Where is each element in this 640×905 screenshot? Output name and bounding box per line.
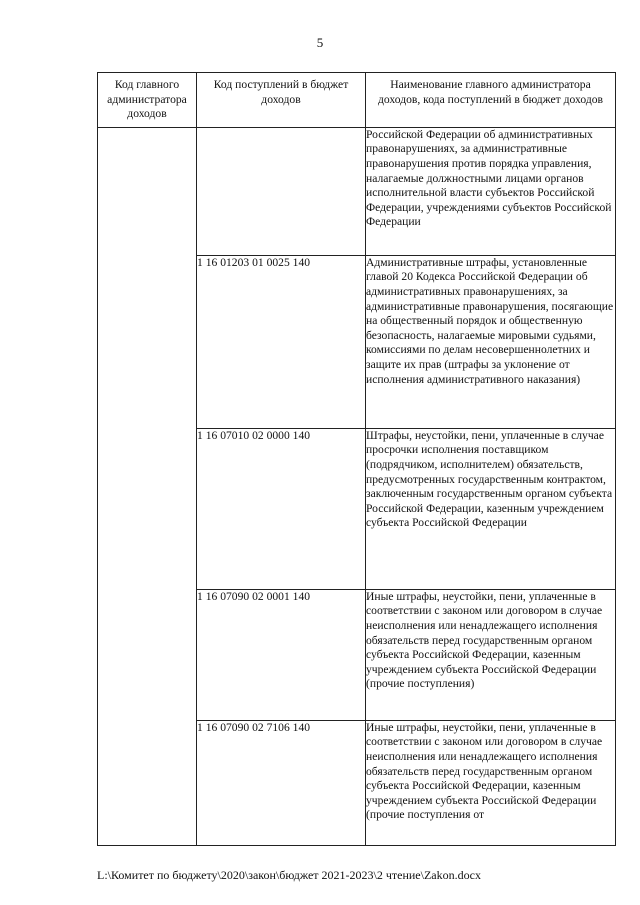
cell-revenue-code: 1 16 07010 02 0000 140 xyxy=(197,428,366,589)
cell-name: Административные штрафы, установленные главой 20 Кодекса Российской Федерации об административных правонарушениях, за административные правонарушения, посягающие на общественный порядок и общественную безопасность, налагаемые мировыми судьями, комиссиями по делам несовершеннолетних и защите их прав (штрафы за уклонение от исполнения административного наказания) xyxy=(366,255,616,428)
table-header-row xyxy=(98,73,616,128)
cell-revenue-code: 1 16 07090 02 7106 140 xyxy=(197,720,366,845)
footer-file-path: L:\Комитет по бюджету\2020\закон\бюджет 2021-2023\2 чтение\Zakon.docx xyxy=(97,868,481,882)
header-revenue-code: Код поступлений в бюджет доходов xyxy=(197,73,366,128)
header-admin-code: Код главного администратора доходов xyxy=(98,73,197,128)
cell-revenue-code: 1 16 01203 01 0025 140 xyxy=(197,255,366,428)
revenue-codes-table xyxy=(97,72,616,846)
cell-revenue-code: 1 16 07090 02 0001 140 xyxy=(197,589,366,720)
header-name: Наименование главного администратора доходов, кода поступлений в бюджет доходов xyxy=(366,73,616,128)
cell-name: Иные штрафы, неустойки, пени, уплаченные в соответствии с законом или договором в случае неисполнения или ненадлежащего исполнения обязательств перед государственным органом субъекта Российской Федерации, казенным учреждением субъекта Российской Федерации (прочие поступления от xyxy=(366,720,616,845)
cell-admin-code xyxy=(98,127,197,845)
cell-name: Иные штрафы, неустойки, пени, уплаченные в соответствии с законом или договором в случае неисполнения или ненадлежащего исполнения обязательств перед государственным органом субъекта Российской Федерации, казенным учреждением субъекта Российской Федерации (прочие поступления) xyxy=(366,589,616,720)
page-number: 5 xyxy=(316,35,324,50)
cell-name: Штрафы, неустойки, пени, уплаченные в случае просрочки исполнения поставщиком (подрядчиком, исполнителем) обязательств, предусмотренных государственным контрактом, заключенным государственным органом субъекта Российской Федерации, казенным учреждением субъекта Российской Федерации xyxy=(366,428,616,589)
cell-revenue-code xyxy=(197,127,366,255)
table-row xyxy=(98,127,616,255)
cell-name: Российской Федерации об административных правонарушениях, за административные правонарушения против порядка управления, налагаемые должностными лицами органов исполнительной власти субъектов Российской Федерации, учреждениями субъектов Российской Федерации xyxy=(366,127,616,255)
